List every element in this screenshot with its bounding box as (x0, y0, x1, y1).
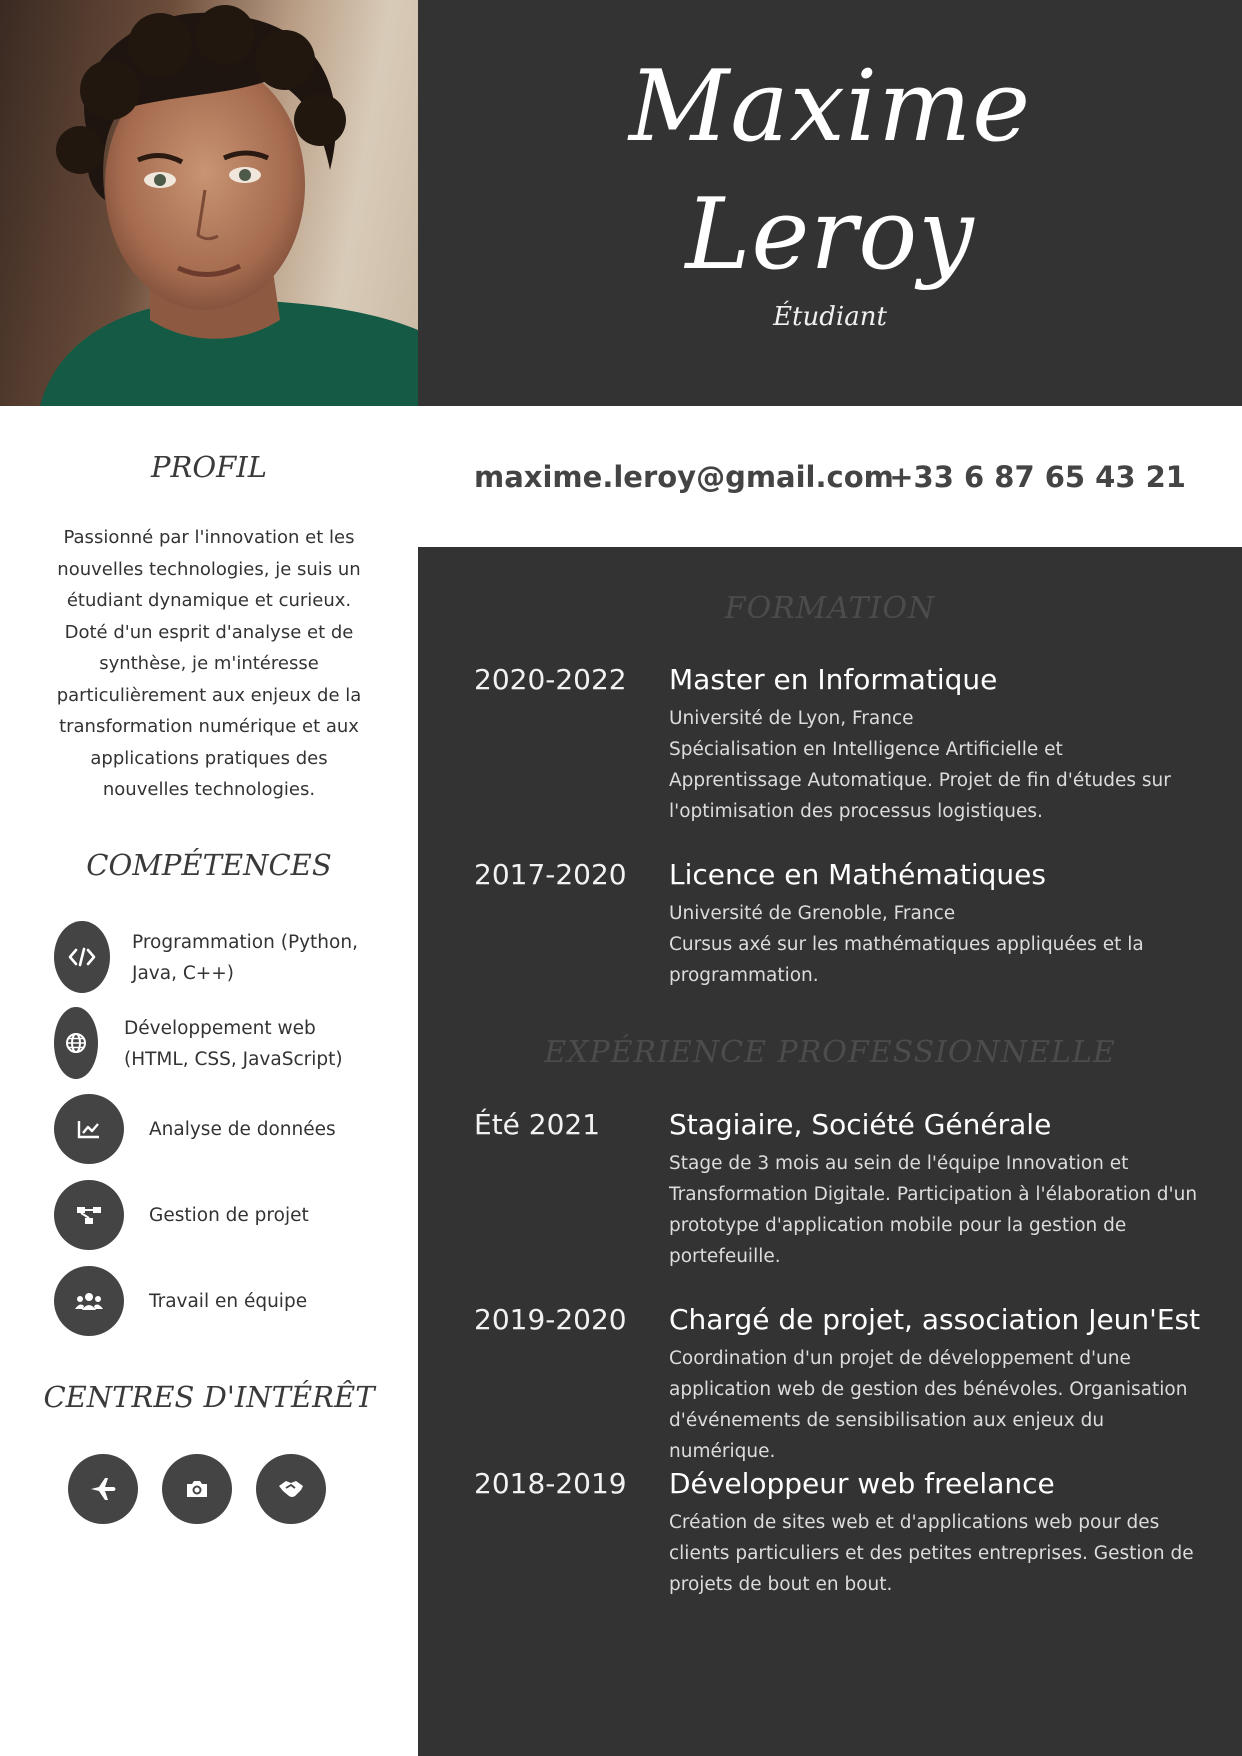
entry-title: Développeur web freelance (669, 1467, 1055, 1500)
camera-icon (162, 1454, 232, 1524)
globe-icon (54, 1007, 98, 1079)
entry-date: 2018-2019 (474, 1467, 627, 1500)
entry-description: Spécialisation en Intelligence Artificielle et Apprentissage Automatique. Projet de fin d'études sur l'optimisation des processus logistiques. (669, 739, 1171, 822)
skills-heading: COMPÉTENCES (86, 848, 332, 882)
skill-item (54, 1094, 394, 1166)
plane-icon (68, 1454, 138, 1524)
profile-heading: PROFIL (151, 450, 267, 484)
entry-date: 2019-2020 (474, 1303, 627, 1336)
entry-description: Coordination d'un projet de développement d'une application web de gestion des bénévoles. Organisation d'événements de sensibilisation aux enjeux du numérique. (669, 1348, 1188, 1462)
header-banner (418, 0, 1242, 406)
handshake-icon (256, 1454, 326, 1524)
entry-date: 2017-2020 (474, 858, 627, 891)
formation-heading: FORMATION (724, 591, 936, 626)
users-icon (54, 1266, 124, 1336)
skill-item (54, 1007, 394, 1079)
phone-number[interactable]: +33 6 87 65 43 21 (889, 460, 1186, 494)
code-icon (54, 921, 110, 993)
profile-text: Passionné par l'innovation et les nouvelles technologies, je suis un étudiant dynamique et curieux. Doté d'un esprit d'analyse et de synthèse, je m'intéresse particulièrement aux enjeux de la transformation numérique et aux applications pratiques des nouvelles technologies. (56, 527, 362, 800)
chart-line-icon (54, 1094, 124, 1164)
skill-label: Développement web (124, 1018, 316, 1039)
entry-place: Université de Lyon, France (669, 708, 914, 729)
portrait-illustration (0, 0, 418, 406)
skill-item (54, 921, 394, 993)
entry-title: Licence en Mathématiques (669, 858, 1046, 891)
entry-title: Master en Informatique (669, 663, 998, 696)
skill-item (54, 1180, 394, 1252)
entry-title: Chargé de projet, association Jeun'Est (669, 1303, 1201, 1336)
job-title: Étudiant (773, 302, 887, 332)
entry-date: Été 2021 (474, 1108, 601, 1141)
first-name: Maxime (628, 50, 1032, 164)
entry-description: Création de sites web et d'applications web pour des clients particuliers et des petites entreprises. Gestion de projets de bout en bout. (669, 1512, 1194, 1595)
skill-label: Analyse de données (149, 1119, 336, 1140)
skill-label: Programmation (Python, (132, 932, 358, 953)
skill-label: Gestion de projet (149, 1205, 309, 1226)
entry-place: Université de Grenoble, France (669, 903, 956, 924)
skill-label: Java, C++) (132, 963, 234, 984)
skill-item (54, 1266, 394, 1338)
interests-heading: CENTRES D'INTÉRÊT (43, 1380, 375, 1414)
entry-description: Stage de 3 mois au sein de l'équipe Innovation et Transformation Digitale. Participation à l'élaboration d'un prototype d'application mobile pour la gestion de portefeuille. (669, 1153, 1198, 1267)
last-name: Leroy (685, 178, 975, 292)
entry-description: Cursus axé sur les mathématiques appliquées et la programmation. (669, 934, 1144, 986)
project-diagram-icon (54, 1180, 124, 1250)
profile-photo (0, 0, 418, 406)
entry-title: Stagiaire, Société Générale (669, 1108, 1052, 1141)
experience-heading: EXPÉRIENCE PROFESSIONNELLE (544, 1035, 1116, 1070)
skill-label: Travail en équipe (149, 1291, 308, 1312)
entry-date: 2020-2022 (474, 663, 627, 696)
contact-band (418, 406, 1242, 547)
email-address[interactable]: maxime.leroy@gmail.com (474, 460, 894, 494)
main-section (418, 547, 1242, 1756)
skill-label: (HTML, CSS, JavaScript) (124, 1049, 343, 1070)
